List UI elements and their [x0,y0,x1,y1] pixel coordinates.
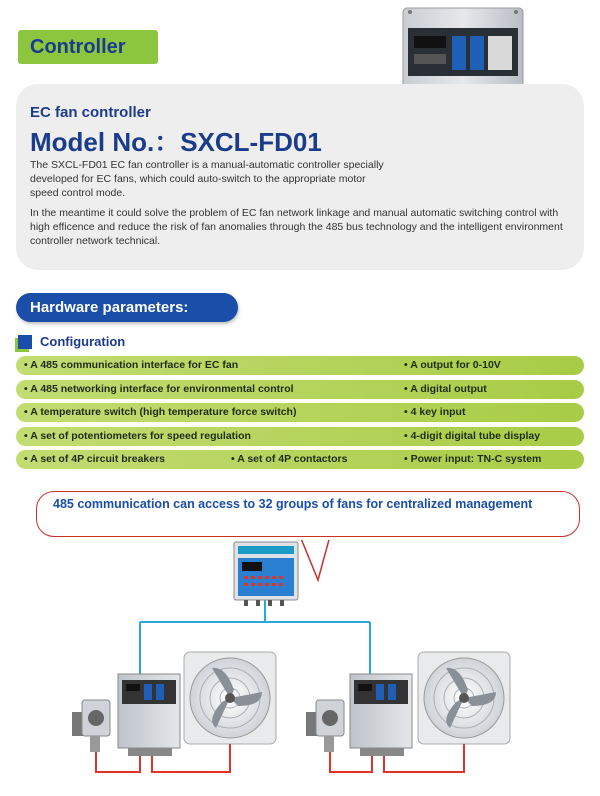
configuration-heading [18,334,125,349]
config-row [16,380,584,399]
config-item: • A 485 networking interface for environmental control [24,382,294,395]
configuration-label: Configuration [40,334,126,349]
sensor-icon [306,700,344,752]
section-title: Controller [18,30,158,64]
config-row [16,450,584,469]
configuration-list [16,356,584,474]
config-item: • A digital output [404,382,487,395]
ec-controller-icon [118,674,180,756]
fan-icon [184,652,276,744]
config-item: • A set of 4P circuit breakers [24,453,166,465]
config-row [16,427,584,446]
fan-icon [418,652,510,744]
config-item: • A temperature switch (high temperature force switch) [24,406,297,418]
callout-box: 485 communication can access to 32 groups of fans for centralized management [36,491,580,537]
ec-controller-icon [350,674,412,756]
sensor-icon [72,700,110,752]
config-item: • A 485 communication interface for EC fan [24,359,239,371]
model-number: Model No.：SXCL-FD01 [30,127,322,157]
config-row [16,403,584,422]
config-item: • Power input: TN-C system [404,453,542,465]
fan-group-right [306,652,510,772]
config-row [16,356,584,375]
config-item: • 4-digit digital tube display [404,429,541,442]
square-bullet-icon [18,335,32,349]
fan-group-left [72,652,276,772]
config-item: • 4 key input [404,406,466,418]
config-item: • A set of 4P contactors [231,453,348,465]
config-item: • A set of potentiometers for speed regulation [24,429,251,442]
product-type: EC fan controller [30,104,151,121]
hardware-parameters-title: Hardware parameters: [16,293,238,322]
config-item: • A output for 0-10V [404,359,501,371]
intro-description: The SXCL-FD01 EC fan controller is a manual-automatic controller specially developed for EC fans, which could auto-switch to the appropriate motor speed control mode. [30,159,384,199]
intro-description-2: In the meantime it could solve the problem of EC fan network linkage and manual automatic switching control with high efficence and reduce the risk of fan anomalies through the 485 bus technology and the intelligent environment controller network technical. [30,207,563,247]
central-controller-icon [234,542,298,606]
network-diagram [0,540,600,796]
